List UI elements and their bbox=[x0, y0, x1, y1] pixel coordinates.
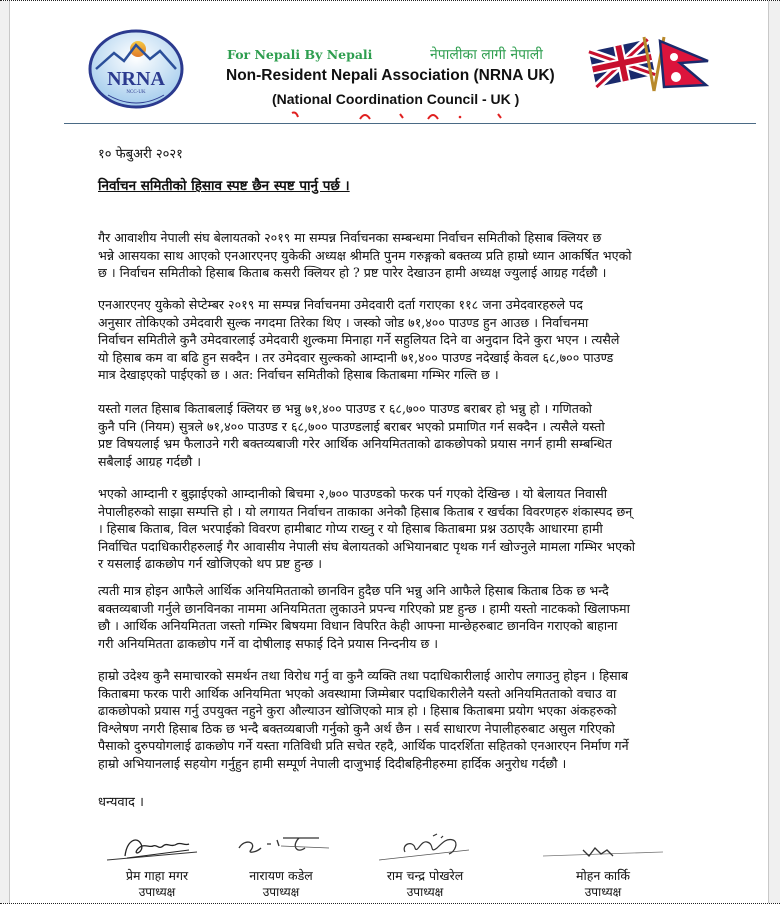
frame-bottom-border bbox=[0, 903, 780, 904]
text-line: कुनै पनि (नियम) सुत्रले ७१,४०० पाउण्ड र ६८,७०० पाउण्डलाई बराबर भएको प्रमाणित गर्न सक्दैन । त्यसैले यस्तो bbox=[98, 418, 605, 434]
signature-image bbox=[97, 826, 217, 866]
text-line: यस्तो गलत हिसाब किताबलाई क्लियर छ भन्नु ७१,४०० पाउण्ड र ६८,७०० पाउण्ड बराबर हो भन्नु हो । गणितको bbox=[98, 401, 592, 416]
right-scroll-gutter[interactable] bbox=[768, 1, 780, 903]
paragraph-5 bbox=[98, 582, 698, 652]
organization-name: Non-Resident Nepali Association (NRNA UK) bbox=[226, 67, 555, 84]
left-margin-gutter bbox=[0, 1, 10, 903]
tagline-nepali: नेपालीका लागी नेपाली bbox=[430, 47, 543, 63]
uk-nepal-flags-icon bbox=[588, 33, 718, 95]
letter-date: १० फेबुअरी २०२१ bbox=[98, 147, 183, 162]
paragraph-3 bbox=[98, 400, 698, 470]
signatory-block bbox=[216, 826, 346, 900]
signature-image bbox=[543, 826, 663, 866]
paragraph-2 bbox=[98, 296, 698, 384]
text-line: छ । निर्वाचन समितीको हिसाब किताब कसरी क्लियर हो ? प्रष्ट पारेर देखाउन हामी अध्यक्ष ज्युलाई आग्रह गर्दछौ । bbox=[98, 265, 607, 281]
text-line: प्रष्ट विषयलाई भ्रम फैलाउने गरी बक्तव्यबाजी गरेर आर्थिक अनियमितताको ढाकछोपको प्रयास नगर्न हामी सम्बन्धित bbox=[98, 436, 612, 452]
text-line: हाम्रो अभियानलाई सहयोग गर्नुहुन हामी सम्पूर्ण नेपाली दाजुभाई दिदीबहिनीहरुमा हार्दिक अनुरोध गर्दछौ । bbox=[98, 755, 567, 771]
text-line: भन्ने आसयका साथ आएको एनआरएनए युकेकी अध्यक्ष श्रीमति पुनम गरुङ्गको बक्तव्य प्रति हाम्रो ध्यान आकर्षित भएको bbox=[98, 247, 632, 263]
text-line: छौ । आर्थिक अनियमितता जस्तो गम्भिर बिषयमा विधान विपरित केही आफ्ना मान्छेहरुबाट छानविन गराएको बाहाना bbox=[98, 618, 618, 634]
clipped-red-text-fragment bbox=[290, 111, 510, 121]
signatory-block bbox=[92, 826, 222, 900]
paragraph-1 bbox=[98, 229, 698, 282]
text-line: बक्तव्यबाजी गर्नुले छानविनका नाममा अनियमितता लुकाउने प्रपन्च गरिएको प्रष्ट हुन्छ । हामी यस्तो नाटकको खिलाफमा bbox=[98, 600, 630, 616]
letter-title: निर्वाचन समितीको हिसाव स्पष्ट छैन स्पष्ट पार्नु पर्छ । bbox=[98, 178, 350, 194]
tagline-english: For Nepali By Nepali bbox=[227, 47, 373, 62]
text-line: यो हिसाब कम वा बढि हुन सक्दैन । तर उमेदवार सुल्कको आम्दानी ७१,४०० पाउण्ड नदेखाई केवल ६८,७०० पाउण्ड bbox=[98, 349, 614, 365]
signatory-block bbox=[360, 826, 490, 900]
text-line: सबैलाई आग्रह गर्दछौ । bbox=[98, 453, 201, 469]
signatory-name: मोहन कार्कि bbox=[576, 868, 630, 883]
text-line: र यसलाई ढाकछोप गर्न खोजिएको थप प्रष्ट हुन्छ । bbox=[98, 556, 323, 572]
text-line: एनआरएनए युकेको सेप्टेम्बर २०१९ मा सम्पन्न निर्वाचनमा उमेदवारी दर्ता गराएका ११८ जना उमेदवारहरुले पद bbox=[98, 297, 583, 312]
text-line: अनुसार तोकिएको उमेदवारी सुल्क नगदमा तिरेका थिए । जस्को जोड ७१,४०० पाउण्ड हुन आउछ । निर्वाचनमा bbox=[98, 314, 589, 330]
text-line: मात्र देखाइएको पाईएको छ । अत: निर्वाचन समितीको हिसाब किताबमा गम्भिर गल्ति छ । bbox=[98, 367, 499, 383]
signature-image bbox=[221, 826, 341, 866]
svg-text:NCC-UK: NCC-UK bbox=[126, 90, 146, 95]
logo-wordmark: NRNA bbox=[107, 68, 165, 90]
text-line: ढाकछोपको प्रयास गर्नु उपयुक्त नहुने कुरा औल्याउन खोजिएको मात्र हो । हिसाब किताबमा प्रयोग भएका अंकहरुको bbox=[98, 703, 617, 719]
signatory-role: उपाध्यक्ष bbox=[262, 885, 300, 899]
letterhead-divider bbox=[64, 123, 756, 124]
text-line: त्यती मात्र होइन आफैले आर्थिक अनियमितताको छानविन हुदैछ पनि भन्नु अनि आफैले हिसाब किताब ठिक छ भन्दै bbox=[98, 583, 609, 598]
signatory-name: राम चन्द्र पोखरेल bbox=[386, 868, 464, 883]
signatory-role: उपाध्यक्ष bbox=[584, 885, 622, 899]
text-line: । हिसाब किताब, विल भरपाईको विवरण हामीबाट गोप्य राख्नु र यो हिसाब किताबमा प्रश्न उठाएकै आधारमा हामी bbox=[98, 521, 603, 537]
text-line: नेपालीहरुको साझा सम्पत्ति हो । यो लगायत निर्वाचन ताकाका अनेकौ हिसाब किताब र खर्चका विवरणहरु शंकास्पद छन् bbox=[98, 503, 633, 519]
nrna-logo bbox=[88, 29, 184, 109]
text-line: विश्लेषण नगरी हिसाब ठिक छ भन्दै बक्तव्यबाजी गर्नुको कुनै अर्थ छैन । सर्व साधारण नेपालीहरुबाट असुल गरिएको bbox=[98, 720, 615, 736]
signatory-role: उपाध्यक्ष bbox=[406, 885, 444, 899]
paragraph-6 bbox=[98, 667, 698, 773]
text-line: गरी अनियमितता ढाकछोप गर्ने वा दोषीलाइ सफाई दिने प्रयास निन्दनीय छ । bbox=[98, 635, 439, 651]
text-line: किताबमा फरक पारी आर्थिक अनियमिता भएको अवस्थामा जिम्मेबार पदाधिकारीलेनै यस्तो अनियमितताको वचाउ वा bbox=[98, 685, 617, 701]
text-line: निर्वाचन समितीले कुनै उमेदवारलाई उमेदवारी शुल्कमा मिनाहा गर्ने सहुलियत दिने वा अनुदान दिने कुरा भएन । त्यसैले bbox=[98, 332, 620, 348]
signature-image bbox=[365, 826, 485, 866]
text-line: निर्वाचित पदाधिकारीहरुलाई गैर आवासीय नेपाली संघ बेलायतको अभियानबाट पृथक गर्न खोज्नुले मामला गम्भिर भएको bbox=[98, 538, 636, 554]
signatory-name: प्रेम गाहा मगर bbox=[125, 868, 189, 883]
signatory-block bbox=[538, 826, 668, 900]
signatory-name: नारायण कडेल bbox=[249, 868, 313, 883]
signatory-role: उपाध्यक्ष bbox=[138, 885, 176, 899]
text-line: पैसाको दुरुपयोगलाई ढाकछोप गर्ने यस्ता गतिविधी प्रति सचेत रहदै, आर्थिक पादरर्शिता सहितको एनआरएन निर्माण गर्ने bbox=[98, 738, 629, 754]
organization-subtitle: (National Coordination Council - UK ) bbox=[272, 91, 520, 107]
text-line: भएको आम्दानी र बुझाईएको आम्दानीको बिचमा २,७०० पाउण्डको फरक पर्न गएको देखिन्छ । यो बेलायत निवासी bbox=[98, 486, 608, 501]
text-line: हाम्रो उदेश्य कुनै समाचारको समर्थन तथा विरोध गर्नु वा कुनै व्यक्ति तथा पदाधिकारीलाई आरोप लगाउनु होइन । हिसाब bbox=[98, 668, 629, 683]
text-line: गैर आवाशीय नेपाली संघ बेलायतको २०१९ मा सम्पन्न निर्वाचनका सम्बन्धमा निर्वाचन समितीको हिसाब क्लियर छ bbox=[98, 230, 602, 245]
paragraph-4 bbox=[98, 485, 698, 573]
closing-thanks: धन्यवाद । bbox=[98, 795, 144, 810]
